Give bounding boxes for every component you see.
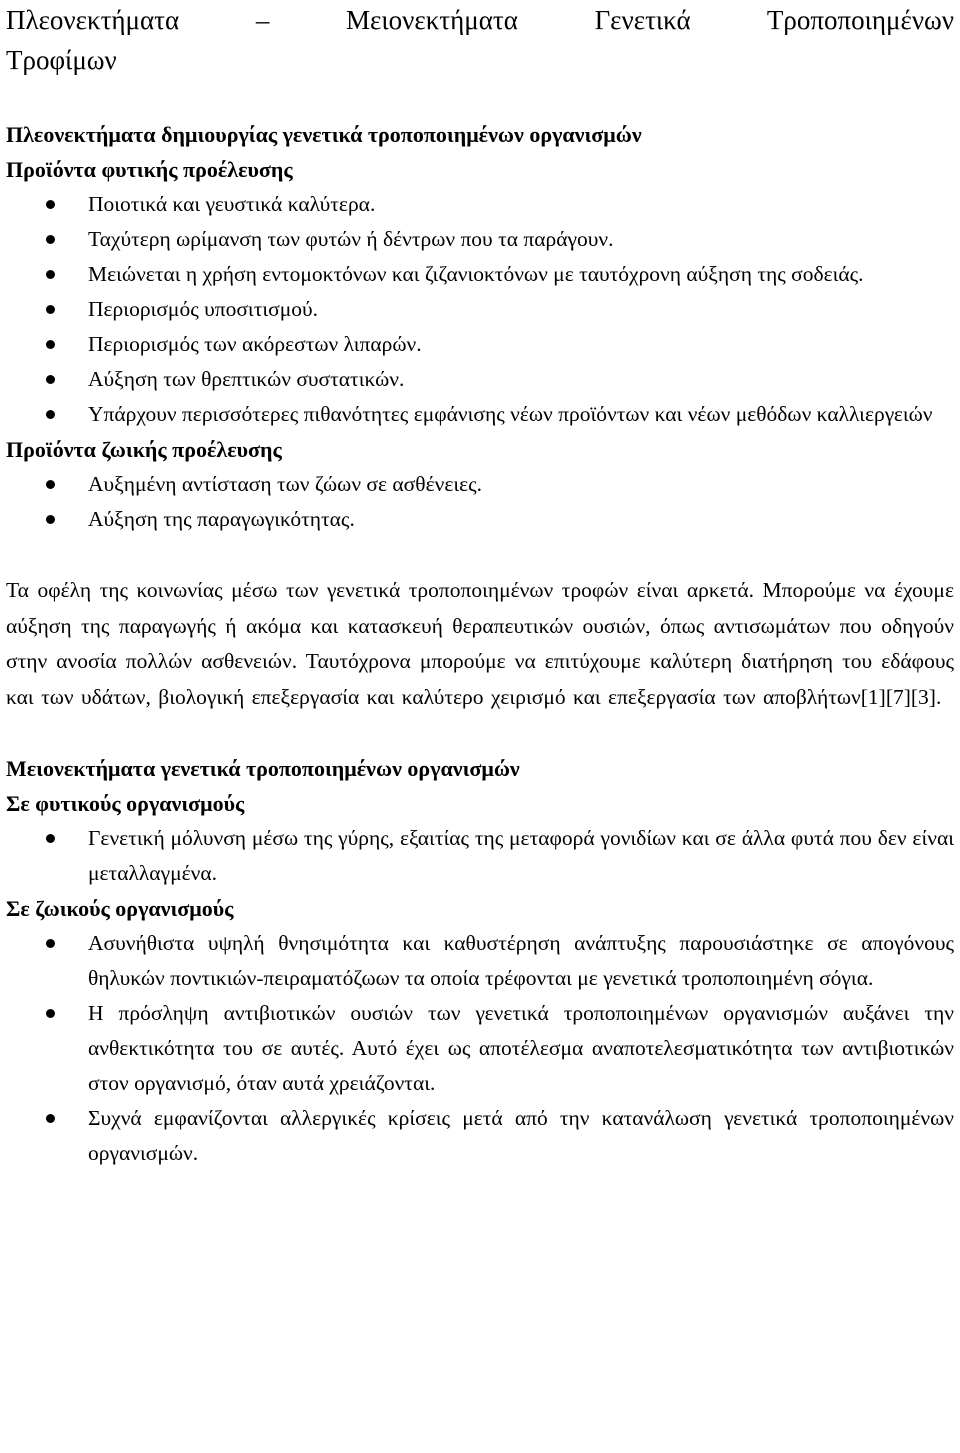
list-item: Συχνά εμφανίζονται αλλεργικές κρίσεις μετά από την κατανάλωση γενετικά τροποποιημένων οργανισμών. — [6, 1101, 954, 1171]
animal-products-heading: Προϊόντα ζωικής προέλευσης — [6, 437, 282, 462]
list-item: Υπάρχουν περισσότερες πιθανότητες εμφάνισης νέων προϊόντων και νέων μεθόδων καλλιεργειών — [6, 397, 954, 432]
bullet-icon — [46, 200, 55, 209]
bullet-icon — [46, 270, 55, 279]
list-item: Αύξηση των θρεπτικών συστατικών. — [6, 362, 954, 397]
benefits-paragraph: Τα οφέλη της κοινωνίας μέσω των γενετικά τροποποιημένων τροφών είναι αρκετά. Μπορούμε να έχουμε αύξηση της παραγωγής ή ακόμα και κατασκευή θεραπευτικών ουσιών, όπως αντισωμάτων που οδηγούν στην ανοσία πολλών ασθενειών. Ταυτόχρονα μπορούμε να επιτύχουμε καλύτερη διατήρηση του εδάφους και των υδάτων, βιολογική επεξεργασία και καλύτερο χειρισμό και επεξεργασία των αποβλήτων[1][7][3]. — [6, 578, 954, 709]
list-item: Ποιοτικά και γευστικά καλύτερα. — [6, 187, 954, 222]
bullet-icon — [46, 1009, 55, 1018]
bullet-icon — [46, 410, 55, 419]
bullet-icon — [46, 375, 55, 384]
plant-disadvantages-list — [6, 821, 954, 891]
list-item: Αύξηση της παραγωγικότητας. — [6, 502, 954, 537]
animal-advantages-list — [6, 467, 954, 537]
plant-advantages-list — [6, 187, 954, 432]
bullet-icon — [46, 515, 55, 524]
bullet-icon — [46, 834, 55, 843]
list-item: Ασυνήθιστα υψηλή θνησιμότητα και καθυστέρηση ανάπτυξης παρουσιάστηκε σε απογόνους θηλυκών ποντικιών-πειραματόζωων τα οποία τρέφονται με γενετικά τροποποιημένη σόγια. — [6, 926, 954, 996]
plant-organisms-heading: Σε φυτικούς οργανισμούς — [6, 791, 245, 816]
title-dash: – — [255, 5, 270, 35]
list-item: Περιορισμός των ακόρεστων λιπαρών. — [6, 327, 954, 362]
list-item: Μειώνεται η χρήση εντομοκτόνων και ζιζανιοκτόνων με ταυτόχρονη αύξηση της σοδειάς. — [6, 257, 954, 292]
title-rest: Μειονεκτήματα Γενετικά Τροποποιημένων — [346, 5, 955, 35]
list-item: Αυξημένη αντίσταση των ζώων σε ασθένειες. — [6, 467, 954, 502]
document-title-line2: Τροφίμων — [6, 45, 117, 75]
advantages-heading: Πλεονεκτήματα δημιουργίας γενετικά τροποποιημένων οργανισμών — [6, 122, 642, 147]
bullet-icon — [46, 340, 55, 349]
animal-organisms-heading: Σε ζωικούς οργανισμούς — [6, 896, 234, 921]
animal-disadvantages-list — [6, 926, 954, 1171]
bullet-icon — [46, 305, 55, 314]
list-item: Η πρόσληψη αντιβιοτικών ουσιών των γενετικά τροποποιημένων οργανισμών αυξάνει την ανθεκτικότητα του σε αυτές. Αυτό έχει ως αποτέλεσμα αναποτελεσματικότητα των αντιβιοτικών στον οργανισμό, όταν αυτά χρειάζονται. — [6, 996, 954, 1101]
bullet-icon — [46, 1114, 55, 1123]
bullet-icon — [46, 480, 55, 489]
disadvantages-heading: Μειονεκτήματα γενετικά τροποποιημένων οργανισμών — [6, 756, 520, 781]
plant-products-heading: Προϊόντα φυτικής προέλευσης — [6, 157, 293, 182]
list-item: Γενετική μόλυνση μέσω της γύρης, εξαιτίας της μεταφορά γονιδίων και σε άλλα φυτά που δεν είναι μεταλλαγμένα. — [6, 821, 954, 891]
list-item: Ταχύτερη ωρίμανση των φυτών ή δέντρων που τα παράγουν. — [6, 222, 954, 257]
bullet-icon — [46, 939, 55, 948]
list-item: Περιορισμός υποσιτισμού. — [6, 292, 954, 327]
title-word-advantages: Πλεονεκτήματα — [6, 5, 180, 35]
bullet-icon — [46, 235, 55, 244]
document-title — [6, 0, 954, 40]
